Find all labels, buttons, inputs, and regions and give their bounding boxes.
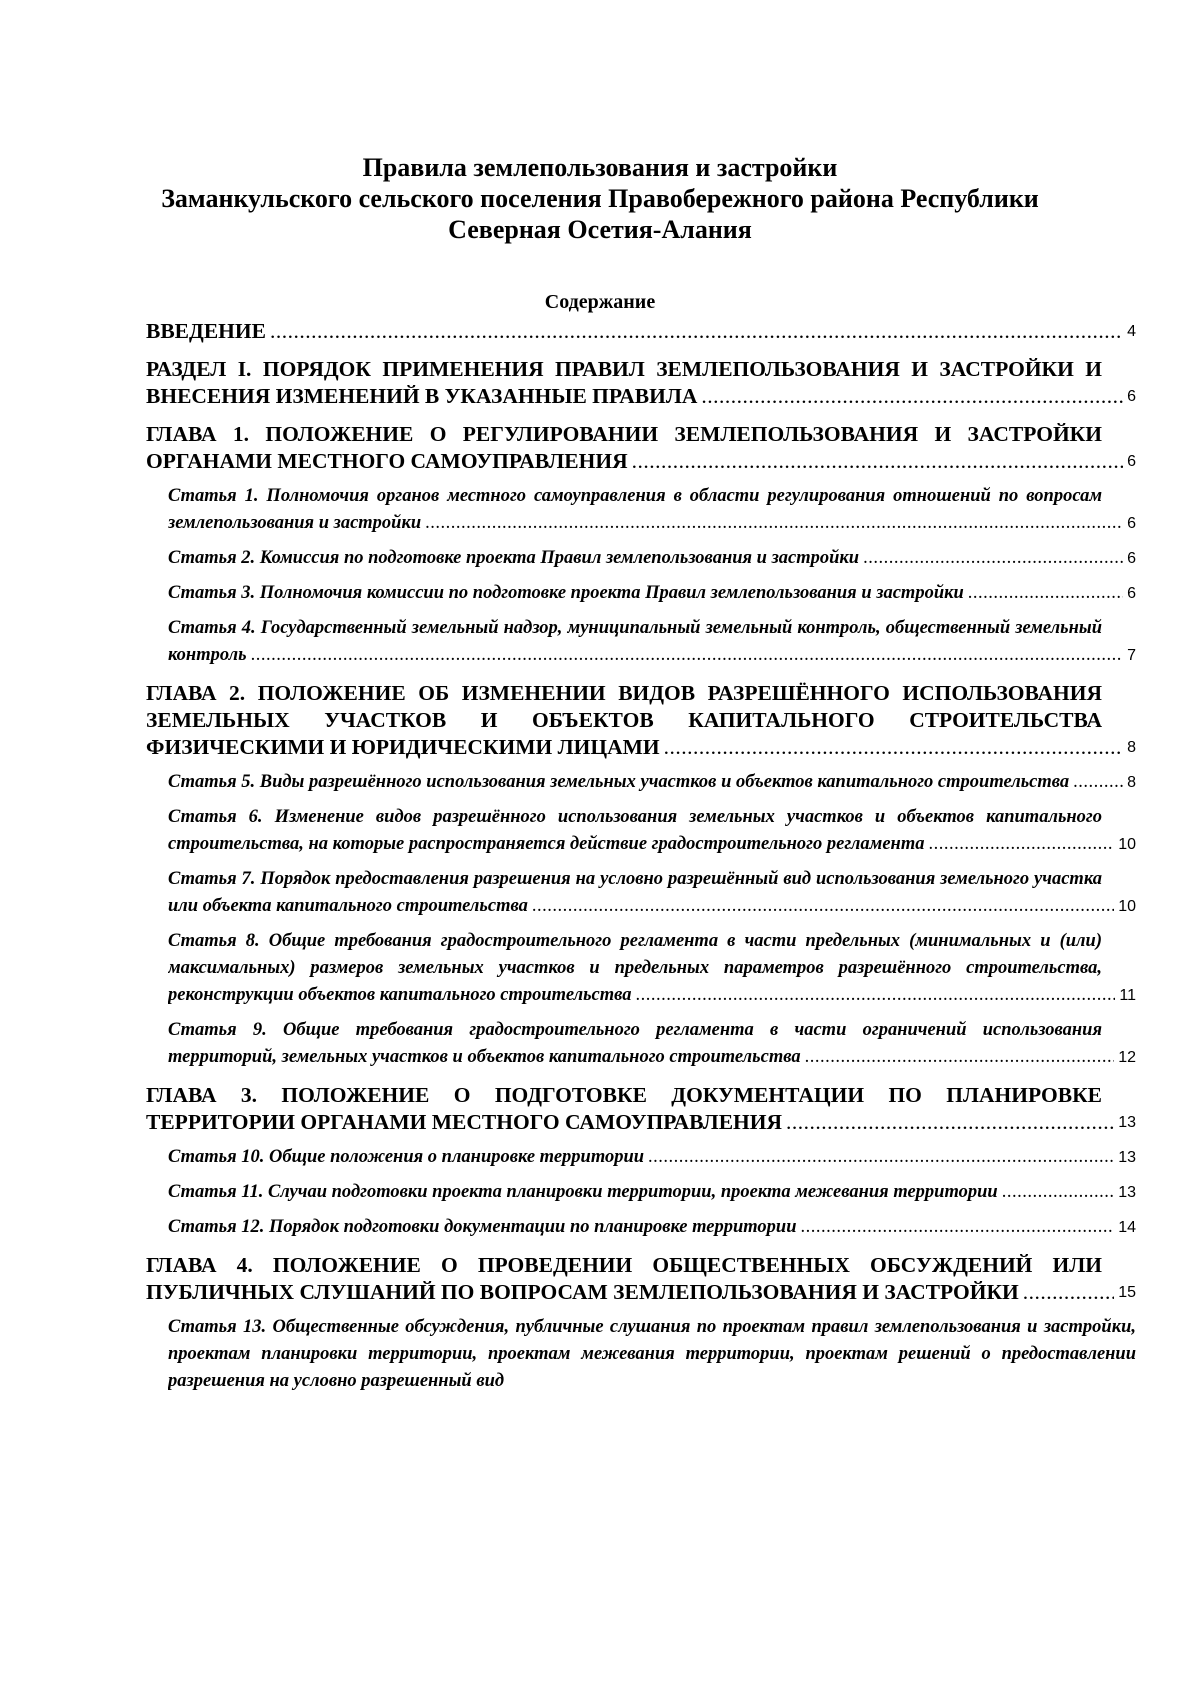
toc-entry[interactable] [146,1082,1136,1136]
toc-entry-page-number: 13 [1114,1179,1136,1206]
toc-entry-page-number: 11 [1115,982,1136,1009]
toc-entry-title: Статья 4. Государственный земельный надзор, муниципальный земельный контроль, общественный земельный контроль ..... [168,615,1136,669]
toc-entry-page-number: 12 [1114,1044,1136,1071]
toc-entry[interactable] [168,545,1136,572]
toc-entry[interactable] [146,421,1136,475]
toc-entry-page-number: 4 [1123,318,1136,345]
toc-entry[interactable] [168,804,1136,858]
toc-entry-title: ГЛАВА 3. ПОЛОЖЕНИЕ О ПОДГОТОВКЕ ДОКУМЕНТАЦИИ ПО ПЛАНИРОВКЕ ТЕРРИТОРИИ ОРГАНАМИ МЕСТНОГО САМОУПРАВЛЕНИЯ ..... [146,1082,1136,1136]
toc-entry-page-number: 8 [1123,734,1136,761]
toc-entry-page-number: 7 [1123,642,1136,669]
toc-entry[interactable] [168,615,1136,669]
toc-entry-page-number: 6 [1123,383,1136,410]
toc-entry-title: Статья 10. Общие положения о планировке территории ..... [168,1144,1136,1171]
toc-entry[interactable] [168,928,1136,1009]
toc-entry-page-number: 10 [1114,893,1136,920]
toc-entry[interactable] [146,1252,1136,1306]
toc-entry-page-number: 6 [1123,448,1136,475]
toc-entry-title: Статья 3. Полномочия комиссии по подготовке проекта Правил землепользования и застройки ..... [168,580,1136,607]
toc-entry-title: ВВЕДЕНИЕ ..... [146,318,1136,345]
toc-entry-title: Статья 13. Общественные обсуждения, публичные слушания по проектам правил землепользования и застройки, проектам планировки территории, проектам межевания территории, проектам решений о предоставлении разрешения на условно разрешенный вид [168,1317,1136,1391]
toc-entry-title: Статья 11. Случаи подготовки проекта планировки территории, проекта межевания территории ..... [168,1179,1136,1206]
toc-entry-page-number: 14 [1114,1214,1136,1241]
toc-entry-title: РАЗДЕЛ I. ПОРЯДОК ПРИМЕНЕНИЯ ПРАВИЛ ЗЕМЛЕПОЛЬЗОВАНИЯ И ЗАСТРОЙКИ И ВНЕСЕНИЯ ИЗМЕНЕНИЙ В УКАЗАННЫЕ ПРАВИЛА ..... [146,356,1136,410]
toc-entry[interactable] [168,580,1136,607]
toc-entry-title: Статья 2. Комиссия по подготовке проекта Правил землепользования и застройки ..... [168,545,1136,572]
toc-entry[interactable] [146,318,1136,345]
toc-entry[interactable] [168,1144,1136,1171]
toc-entry-page-number: 6 [1123,545,1136,572]
table-of-contents [146,318,1136,1395]
toc-entry-title: Статья 7. Порядок предоставления разрешения на условно разрешённый вид использования земельного участка или объекта капитального строительства ..... [168,866,1136,920]
title-line-1: Правила землепользования и застройки [362,153,838,182]
toc-entry-title: Статья 12. Порядок подготовки документации по планировке территории ..... [168,1214,1136,1241]
toc-entry[interactable] [168,1314,1136,1395]
toc-entry-title: ГЛАВА 4. ПОЛОЖЕНИЕ О ПРОВЕДЕНИИ ОБЩЕСТВЕННЫХ ОБСУЖДЕНИЙ ИЛИ ПУБЛИЧНЫХ СЛУШАНИЙ ПО ВОПРОСАМ ЗЕМЛЕПОЛЬЗОВАНИЯ И ЗАСТРОЙКИ ..... [146,1252,1136,1306]
title-line-2: Заманкульского сельского поселения Правобережного района Республики [161,184,1039,213]
toc-entry-page-number: 13 [1114,1109,1136,1136]
toc-entry-page-number: 6 [1123,510,1136,537]
toc-entry-page-number: 6 [1123,580,1136,607]
toc-entry-page-number: 13 [1114,1144,1136,1171]
document-title [120,152,1080,245]
toc-entry-page-number: 15 [1114,1279,1136,1306]
toc-entry[interactable] [168,1017,1136,1071]
toc-entry-title: Статья 8. Общие требования градостроительного регламента в части предельных (минимальных и (или) максимальных) размеров земельных участков и предельных параметров разрешённого строительства, реконструкции объектов капитального строительства ..... [168,928,1136,1009]
toc-entry[interactable] [146,356,1136,410]
toc-entry-page-number: 8 [1123,769,1136,796]
toc-entry[interactable] [146,680,1136,761]
toc-entry-title: ГЛАВА 1. ПОЛОЖЕНИЕ О РЕГУЛИРОВАНИИ ЗЕМЛЕПОЛЬЗОВАНИЯ И ЗАСТРОЙКИ ОРГАНАМИ МЕСТНОГО САМОУПРАВЛЕНИЯ ..... [146,421,1136,475]
title-line-3: Северная Осетия-Алания [448,215,752,244]
toc-entry-title: Статья 9. Общие требования градостроительного регламента в части ограничений использования территорий, земельных участков и объектов капитального строительства ..... [168,1017,1136,1071]
toc-entry[interactable] [168,483,1136,537]
toc-entry[interactable] [168,1214,1136,1241]
toc-entry[interactable] [168,769,1136,796]
toc-entry[interactable] [168,1179,1136,1206]
toc-heading: Содержание [544,291,656,313]
toc-entry-title: ГЛАВА 2. ПОЛОЖЕНИЕ ОБ ИЗМЕНЕНИИ ВИДОВ РАЗРЕШЁННОГО ИСПОЛЬЗОВАНИЯ ЗЕМЕЛЬНЫХ УЧАСТКОВ И ОБЪЕКТОВ КАПИТАЛЬНОГО СТРОИТЕЛЬСТВА ФИЗИЧЕСКИМИ И ЮРИДИЧЕСКИМИ ЛИЦАМИ ..... [146,680,1136,761]
toc-entry[interactable] [168,866,1136,920]
toc-entry-title: Статья 5. Виды разрешённого использования земельных участков и объектов капитального строительства ..... [168,769,1136,796]
toc-entry-title: Статья 1. Полномочия органов местного самоуправления в области регулирования отношений по вопросам землепользования и застройки ..... [168,483,1136,537]
toc-entry-title: Статья 6. Изменение видов разрешённого использования земельных участков и объектов капитального строительства, на которые распространяется действие градостроительного регламента ..... [168,804,1136,858]
toc-entry-page-number: 10 [1114,831,1136,858]
